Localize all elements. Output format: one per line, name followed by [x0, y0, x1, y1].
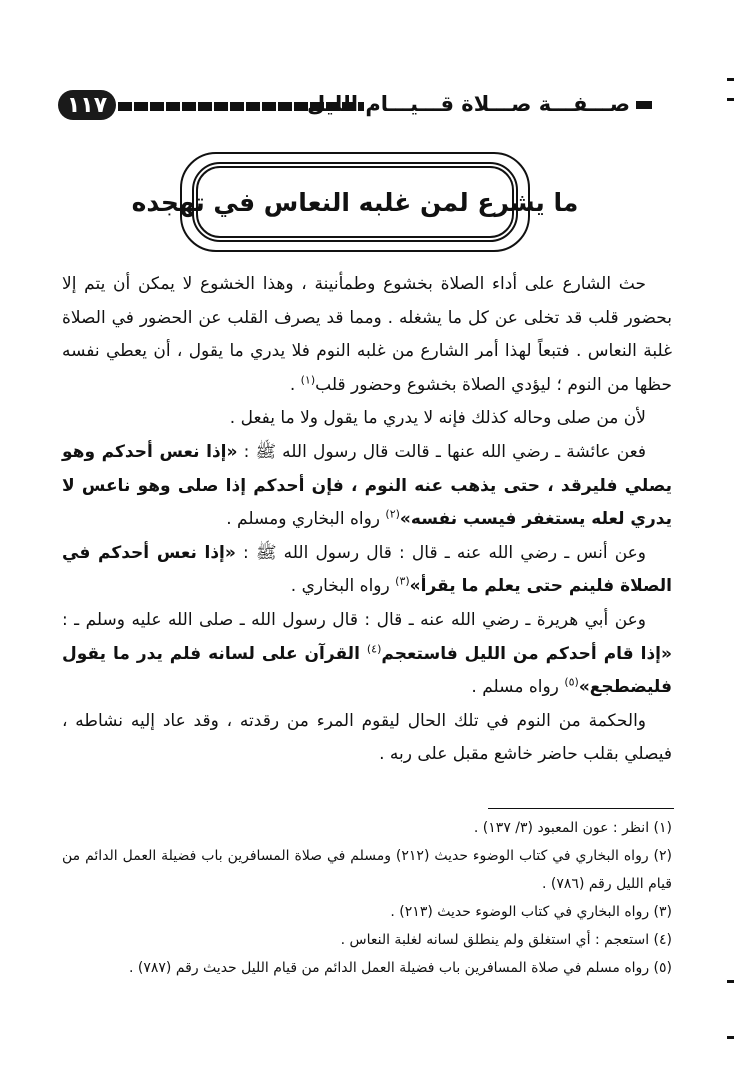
footnote-1: (١) انظر : عون المعبود (٣/ ١٣٧) . [473, 820, 672, 836]
body-text [62, 268, 672, 772]
footnote-3: (٣) رواه البخاري في كتاب الوضوء حديث (٢١٣) . [390, 904, 672, 920]
footnote-2: (٢) رواه البخاري في كتاب الوضوء حديث (٢١٢) ومسلم في صلاة المسافرين باب فضيلة العمل الدائم من قيام الليل رقم (٧٨٦) . [62, 848, 672, 892]
footnote-5: (٥) رواه مسلم في صلاة المسافرين باب فضيلة العمل الدائم من قيام الليل حديث رقم (٧٨٧) . [128, 960, 672, 976]
running-title: صـــفـــة صـــلاة قـــيـــام الليل [307, 92, 630, 116]
footnote-ref-4[interactable]: (٤) [366, 641, 382, 655]
hadith-text: «إذا قام أحدكم من الليل فاستعجم [381, 643, 672, 664]
chapter-title-inner-frame [131, 162, 579, 242]
scan-margin-mark [727, 980, 734, 983]
hadith-intro: فعن عائشة ـ رضي الله عنها ـ قالت قال رسول الله ﷺ : [237, 441, 646, 462]
hadith-text: «إذا نعس أحدكم وهو يصلي فليرقد ، حتى يذهب عنه النوم ، فإن أحدكم إذا صلى وهو ناعس لا يدري لعله يستغفر فيسب نفسه» [62, 441, 672, 530]
paragraph-3 [62, 436, 672, 537]
hadith-text: «إذا نعس أحدكم في الصلاة فلينم حتى يعلم ما يقرأ» [62, 542, 672, 597]
hadith-source: رواه البخاري . [290, 576, 396, 597]
paragraph-6: والحكمة من النوم في تلك الحال ليقوم المرء من رقدته ، وقد عاد إليه نشاطه ، فيصلي بقلب حاضر خاشع مقبل على ربه . [62, 710, 672, 765]
paragraph-4 [62, 537, 672, 604]
hadith-source: رواه البخاري ومسلم . [226, 509, 386, 530]
scan-margin-mark [727, 98, 734, 101]
footnote-ref-2[interactable]: (٢) [385, 507, 400, 521]
running-header [58, 88, 678, 126]
footnote-ref-1[interactable]: (١) [300, 373, 316, 387]
footnote-ref-3[interactable]: (٣) [395, 574, 410, 588]
scan-margin-mark [727, 78, 734, 81]
paragraph-end: . [289, 374, 301, 395]
hadith-text-continued: القرآن على لسانه فلم يدر ما يقول فليضطجع» [62, 643, 672, 698]
hadith-source: رواه مسلم . [471, 677, 565, 698]
page-number: ١١٧ [58, 90, 116, 120]
footnote-4: (٤) استعجم : أي استغلق ولم ينطلق لسانه لغلبة النعاس . [340, 932, 672, 948]
footnotes [62, 814, 672, 982]
scan-margin-mark [727, 1036, 734, 1039]
paragraph-text: حث الشارع على أداء الصلاة بخشوع وطمأنينة ، وهذا الخشوع لا يمكن أن يتم إلا بحضور قلب قد تخلى عن كل ما يشغله . ومما قد يصرف القلب عن الحضور في الصلاة غلبة النعاس . فتبعاً لهذا أمر الشارع من غلبه النوم فلا يدري ما يقول ، أن يعطي نفسه حظها من النوم ؛ ليؤدي الصلاة بخشوع وحضور قلب [62, 274, 672, 395]
paragraph-2: لأن من صلى وحاله كذلك فإنه لا يدري ما يقول ولا ما يفعل . [229, 408, 646, 429]
hadith-intro: وعن أبي هريرة ـ رضي الله عنه ـ قال : قال رسول الله ـ صلى الله عليه وسلم ـ : [62, 609, 646, 630]
paragraph-5 [62, 604, 672, 705]
footnote-ref-5[interactable]: (٥) [564, 675, 579, 689]
hadith-intro: وعن أنس ـ رضي الله عنه ـ قال : قال رسول الله ﷺ : [235, 542, 647, 563]
footnote-separator [488, 808, 674, 809]
chapter-title: ما يشرع لمن غلبه النعاس في تهجده [131, 187, 579, 217]
chapter-title-frame [131, 152, 579, 252]
paragraph-1 [62, 268, 672, 402]
header-ornament-mark [636, 101, 652, 109]
